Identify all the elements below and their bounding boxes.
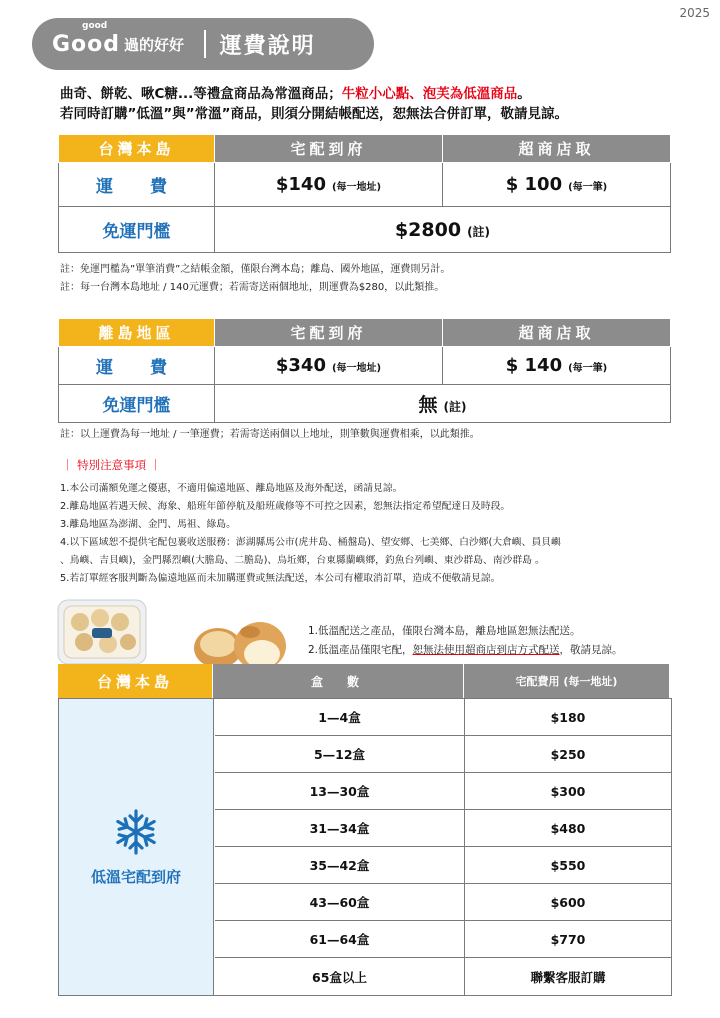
table-row bbox=[215, 810, 671, 847]
taiwan-note-1: 註：免運門檻為”單筆消費”之結帳金額，僅限台灣本島；離島、國外地區，運費則另計。 bbox=[60, 264, 451, 275]
special-notice-title: ｜ 特別注意事項 ｜ bbox=[62, 458, 162, 472]
box-count: 5—12盒 bbox=[215, 736, 465, 772]
islands-header-region: 離島地區 bbox=[59, 319, 215, 347]
logo-cn-text: 過的好好 bbox=[124, 35, 185, 54]
cold-fee-table bbox=[58, 698, 672, 996]
box-count: 31—34盒 bbox=[215, 810, 465, 846]
delivery-fee: $250 bbox=[550, 746, 586, 762]
table-row bbox=[215, 773, 671, 810]
islands-free-threshold bbox=[215, 385, 671, 423]
delivery-fee: $480 bbox=[550, 820, 586, 836]
islands-fee-table bbox=[58, 318, 671, 423]
taiwan-fee-table bbox=[58, 134, 671, 253]
table-row bbox=[215, 958, 671, 995]
intro-line-1-a: 曲奇、餅乾、啾C糖...等禮盒商品為常溫商品； bbox=[60, 86, 342, 102]
special-notice-list bbox=[60, 480, 561, 588]
box-count: 1—4盒 bbox=[215, 699, 465, 735]
islands-header-home: 宅配到府 bbox=[215, 319, 443, 347]
islands-note-1: 註：以上運費為每一地址 / 一筆運費；若需寄送兩個以上地址，則筆數與運費相乘，以此類推。 bbox=[60, 429, 480, 440]
cookie-box-photo bbox=[54, 592, 150, 670]
delivery-fee: 聯繫客服訂購 bbox=[530, 969, 606, 985]
special-item-4-cont: 、鳥嶼、吉貝嶼)，金門縣烈嶼(大膽島、二膽島)、烏坵鄉，台東縣蘭嶼鄉，釣魚台列嶼、東沙群島、南沙群島 。 bbox=[60, 555, 545, 566]
cold-note-2-c: ，敬請見諒。 bbox=[559, 644, 623, 656]
intro-line-2: 若同時訂購”低溫”與”常溫”商品，則須分開結帳配送，恕無法合併訂單，敬請見諒。 bbox=[60, 106, 568, 122]
special-item-2: 2.離島地區若遇天候、海象、船班年節停航及船班歲修等不可控之因素，恕無法指定希望配達日及時段。 bbox=[60, 501, 511, 512]
taiwan-header-home: 宅配到府 bbox=[215, 135, 443, 163]
delivery-fee: $180 bbox=[550, 709, 586, 725]
cold-header-region: 台灣本島 bbox=[58, 664, 213, 698]
table-row bbox=[215, 884, 671, 921]
delivery-fee: $600 bbox=[550, 894, 586, 910]
taiwan-free-threshold bbox=[215, 207, 671, 253]
taiwan-header-region: 台灣本島 bbox=[59, 135, 215, 163]
special-item-1: 1.本公司滿額免運之優惠，不適用偏遠地區、離島地區及海外配送，函請見諒。 bbox=[60, 483, 403, 494]
delivery-fee: $770 bbox=[550, 931, 586, 947]
logo-main-text: Good bbox=[52, 31, 121, 57]
islands-home-fee bbox=[215, 347, 443, 385]
cold-table-header bbox=[58, 664, 670, 698]
delivery-fee: $550 bbox=[550, 857, 586, 873]
cold-delivery-cell bbox=[59, 699, 214, 995]
cold-header-count: 盒 數 bbox=[213, 664, 464, 698]
islands-home-price: $340 bbox=[275, 355, 326, 376]
brand-logo bbox=[52, 32, 184, 57]
delivery-fee: $300 bbox=[550, 783, 586, 799]
cold-note-2-underlined: 恕無法使用超商店到店方式配送 bbox=[412, 644, 560, 656]
islands-notes bbox=[60, 426, 480, 444]
taiwan-home-fee bbox=[215, 163, 443, 207]
taiwan-home-note: (每一地址) bbox=[331, 182, 382, 193]
taiwan-store-note: (每一筆) bbox=[568, 182, 608, 193]
taiwan-header-store: 超商店取 bbox=[443, 135, 671, 163]
special-item-5: 5.若訂單經客服判斷為偏遠地區而未加購運費或無法配送，本公司有權取消訂單，造成不便敬請見諒。 bbox=[60, 573, 501, 584]
islands-header-store: 超商店取 bbox=[443, 319, 671, 347]
islands-home-note: (每一地址) bbox=[331, 363, 382, 374]
table-row bbox=[215, 921, 671, 958]
cold-header-fee: 宅配費用 (每一地址) bbox=[464, 664, 670, 698]
table-row bbox=[215, 736, 671, 773]
page-title: 運費說明 bbox=[219, 33, 316, 59]
islands-free-value: 無 bbox=[418, 394, 438, 416]
taiwan-home-price: $140 bbox=[275, 174, 326, 195]
special-item-4: 4.以下區域恕不提供宅配包裹收送服務：澎湖縣馬公市(虎井島、桶盤島)、望安鄉、七美鄉、白沙鄉(大倉嶼、員貝嶼 bbox=[60, 537, 561, 548]
table-row bbox=[215, 847, 671, 884]
taiwan-note-2: 註：每一台灣本島地址 / 140元運費；若需寄送兩個地址，則運費為$280，以此類推。 bbox=[60, 282, 445, 293]
box-count: 13—30盒 bbox=[215, 773, 465, 809]
intro-line-1-c: 。 bbox=[517, 86, 531, 102]
taiwan-notes bbox=[60, 261, 450, 297]
header-banner bbox=[32, 18, 374, 70]
intro-text bbox=[60, 84, 568, 124]
banner-divider bbox=[204, 30, 206, 58]
cold-delivery-label: 低溫宅配到府 bbox=[90, 867, 181, 886]
cold-note-2-a: 2.低溫產品僅限宅配， bbox=[308, 644, 413, 656]
box-count: 35—42盒 bbox=[215, 847, 465, 883]
cold-delivery-notes bbox=[308, 622, 623, 660]
islands-free-note: (註) bbox=[443, 400, 467, 414]
box-count: 65盒以上 bbox=[215, 958, 465, 995]
box-count: 43—60盒 bbox=[215, 884, 465, 920]
taiwan-fee-label: 運 費 bbox=[59, 163, 215, 207]
special-item-3: 3.離島地區為澎湖、金門、馬祖、綠島。 bbox=[60, 519, 236, 530]
islands-store-note: (每一筆) bbox=[568, 363, 608, 374]
snowflake-icon bbox=[112, 808, 160, 856]
islands-store-price: $ 140 bbox=[505, 355, 563, 376]
islands-free-label: 免運門檻 bbox=[59, 385, 215, 423]
taiwan-store-price: $ 100 bbox=[505, 174, 563, 195]
intro-line-1 bbox=[60, 84, 568, 104]
table-row bbox=[215, 699, 671, 736]
taiwan-free-value: $2800 bbox=[394, 218, 462, 241]
cold-note-1: 1.低溫配送之產品，僅限台灣本島，離島地區恕無法配送。 bbox=[308, 625, 581, 637]
intro-line-1-highlight: 牛粒小心點、泡芙為低溫商品 bbox=[341, 86, 518, 102]
cold-rows bbox=[215, 699, 671, 995]
cold-note-2 bbox=[308, 641, 623, 660]
islands-fee-label: 運 費 bbox=[59, 347, 215, 385]
logo-small-text: good bbox=[82, 21, 108, 31]
taiwan-store-fee bbox=[443, 163, 671, 207]
islands-store-fee bbox=[443, 347, 671, 385]
box-count: 61—64盒 bbox=[215, 921, 465, 957]
year-label: 2025 bbox=[679, 6, 710, 20]
taiwan-free-label: 免運門檻 bbox=[59, 207, 215, 253]
taiwan-free-note: (註) bbox=[467, 224, 491, 239]
